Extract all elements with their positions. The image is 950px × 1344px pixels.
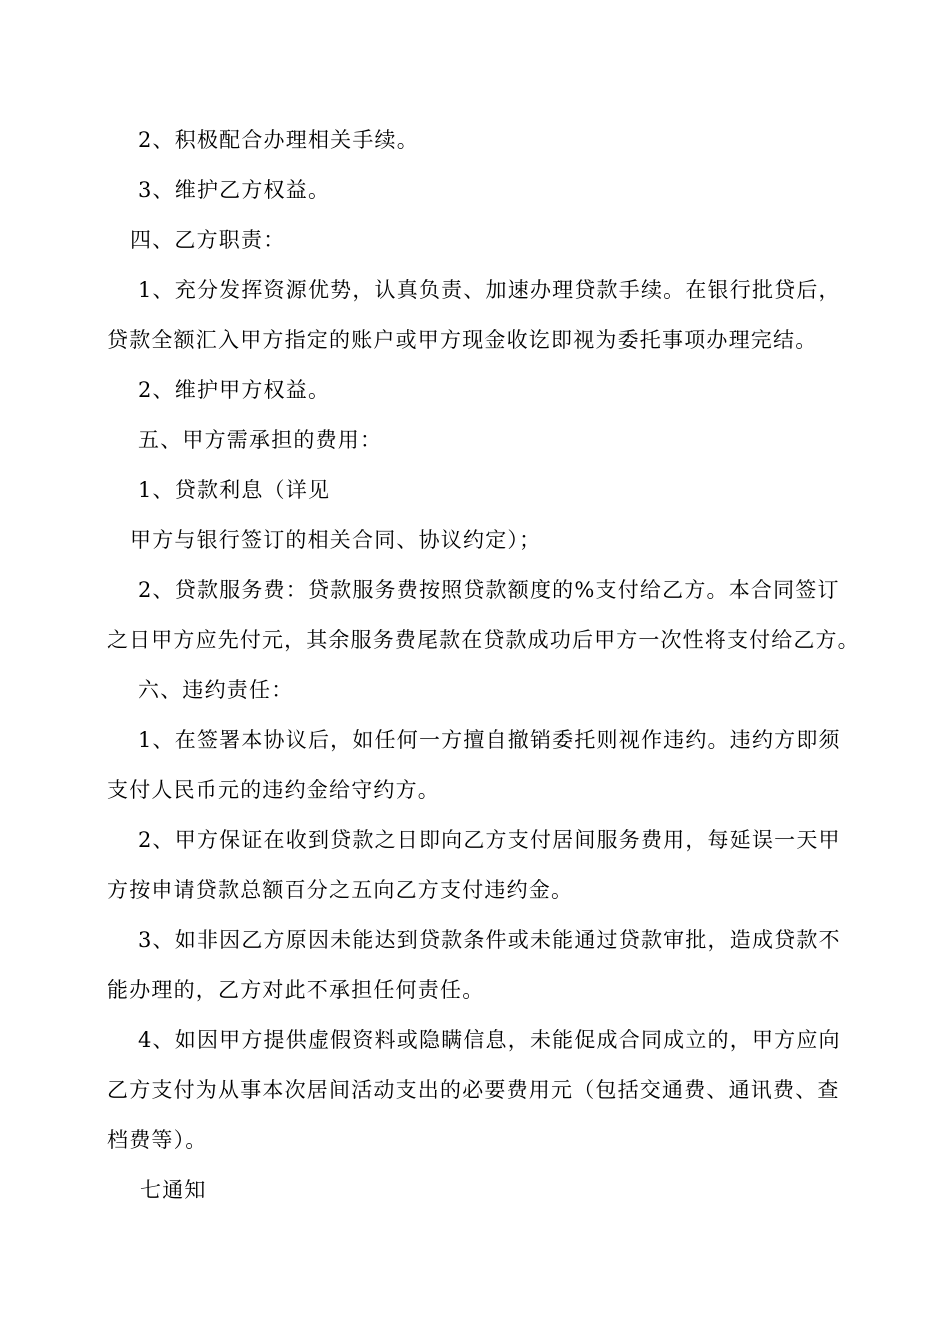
clause-4-item-1-line-2: 贷款全额汇入甲方指定的账户或甲方现金收讫即视为委托事项办理完结。 (107, 328, 818, 352)
clause-5-item-1-line-2: 甲方与银行签订的相关合同、协议约定）； (130, 528, 542, 552)
clause-6-item-4-line-1: 4、如因甲方提供虚假资料或隐瞒信息，未能促成合同成立的，甲方应向 (138, 1028, 841, 1052)
section-heading-7: 七通知 (140, 1178, 207, 1202)
clause-5-item-1-line-1: 1、贷款利息（详见 (138, 478, 331, 502)
clause-4-item-1-line-1: 1、充分发挥资源优势，认真负责、加速办理贷款手续。在银行批贷后， (138, 278, 841, 302)
clause-6-item-2-line-2: 方按申请贷款总额百分之五向乙方支付违约金。 (107, 878, 574, 902)
clause-5-item-2-line-2: 之日甲方应先付元，其余服务费尾款在贷款成功后甲方一次性将支付给乙方。 (107, 628, 860, 652)
section-heading-5: 五、甲方需承担的费用： (138, 428, 383, 452)
clause-6-item-3-line-2: 能办理的，乙方对此不承担任何责任。 (107, 978, 485, 1002)
clause-6-item-4-line-2: 乙方支付为从事本次居间活动支出的必要费用元（包括交通费、通讯费、查 (107, 1078, 840, 1102)
clause-6-item-1-line-1: 1、在签署本协议后，如任何一方擅自撤销委托则视作违约。违约方即须 (138, 728, 841, 752)
clause-3-item-2: 2、积极配合办理相关手续。 (138, 128, 419, 152)
section-heading-6: 六、违约责任： (138, 678, 294, 702)
clause-3-item-3: 3、维护乙方权益。 (138, 178, 331, 202)
clause-5-item-2-line-1: 2、贷款服务费：贷款服务费按照贷款额度的%支付给乙方。本合同签订 (138, 578, 840, 602)
clause-4-item-2: 2、维护甲方权益。 (138, 378, 331, 402)
clause-6-item-4-line-3: 档费等）。 (107, 1128, 208, 1152)
clause-6-item-3-line-1: 3、如非因乙方原因未能达到贷款条件或未能通过贷款审批，造成贷款不 (138, 928, 841, 952)
clause-6-item-1-line-2: 支付人民币元的违约金给守约方。 (107, 778, 440, 802)
section-heading-4: 四、乙方职责： (130, 228, 286, 252)
clause-6-item-2-line-1: 2、甲方保证在收到贷款之日即向乙方支付居间服务费用，每延误一天甲 (138, 828, 841, 852)
